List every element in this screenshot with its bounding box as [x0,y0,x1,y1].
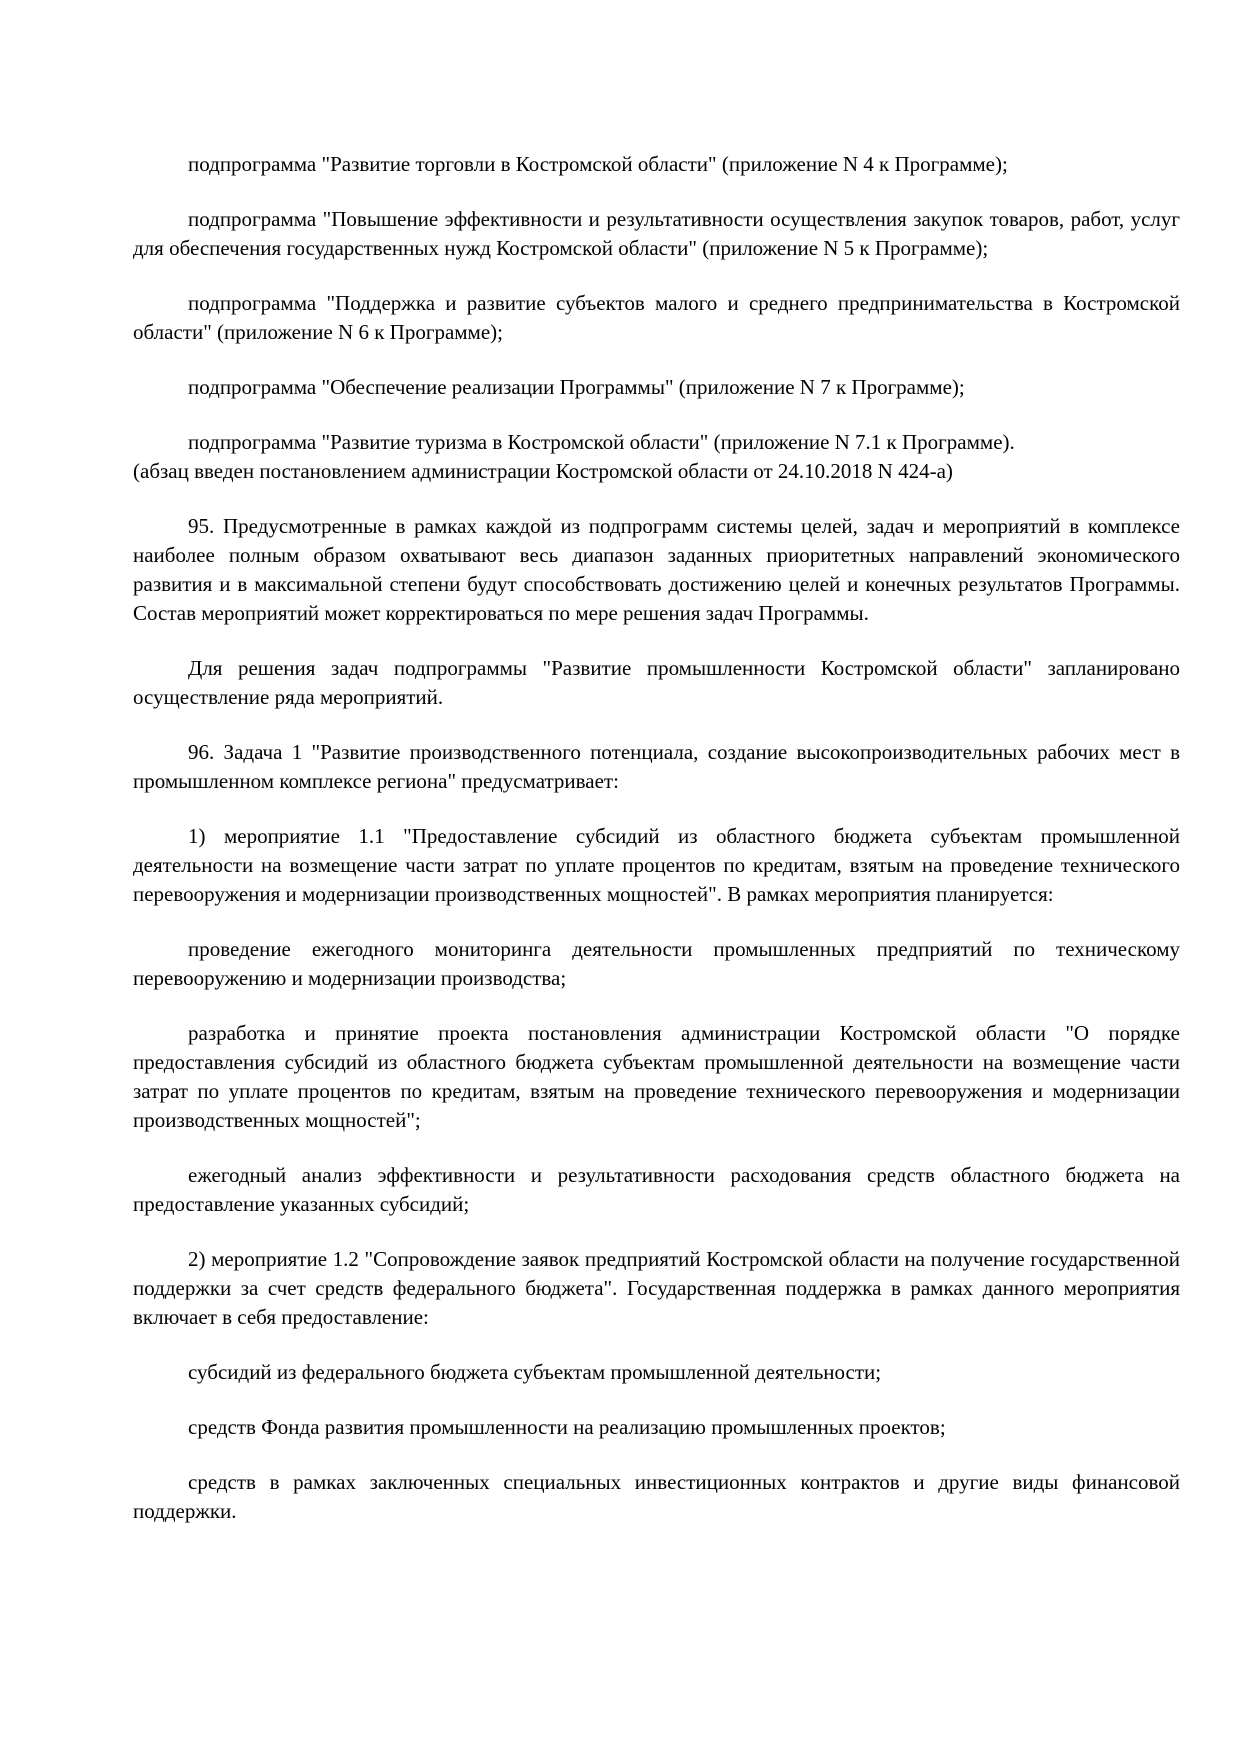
paragraph-subprogram-5: подпрограмма "Повышение эффективности и результативности осуществления закупок товаров, работ, услуг для обеспечения государственных нужд Костромской области" (приложение N 5 к Программе); [133,207,1180,260]
paragraph-annual-analysis: ежегодный анализ эффективности и результативности расходования средств областного бюджета на предоставление указанных субсидий; [133,1163,1180,1216]
paragraph-subprogram-7-1 [133,428,1180,486]
amendment-note: (абзац введен постановлением администрации Костромской области от 24.10.2018 N 424-а) [133,459,953,483]
paragraph-measure-1-1: 1) мероприятие 1.1 "Предоставление субсидий из областного бюджета субъектам промышленной деятельности на возмещение части затрат по уплате процентов по кредитам, взятым на проведение технического перевооружения и модернизации производственных мощностей". В рамках мероприятия планируется: [133,824,1180,906]
subprogram-7-1-text: подпрограмма "Развитие туризма в Костромской области" (приложение N 7.1 к Программе). [188,430,1015,454]
paragraph-investment-contracts: средств в рамках заключенных специальных инвестиционных контрактов и другие виды финансовой поддержки. [133,1470,1180,1523]
paragraph-federal-subsidies: субсидий из федерального бюджета субъектам промышленной деятельности; [188,1360,882,1384]
paragraph-96: 96. Задача 1 "Развитие производственного потенциала, создание высокопроизводительных рабочих мест в промышленном комплексе региона" предусматривает: [133,740,1180,793]
paragraph-resolution-draft: разработка и принятие проекта постановления администрации Костромской области "О порядке предоставления субсидий из областного бюджета субъектам промышленной деятельности на возмещение части затрат по уплате процентов по кредитам, взятым на проведение технического перевооружения и модернизации производственных мощностей"; [133,1021,1180,1132]
document-page [133,150,1180,1552]
paragraph-measure-1-2: 2) мероприятие 1.2 "Сопровождение заявок предприятий Костромской области на получение государственной поддержки за счет средств федерального бюджета". Государственная поддержка в рамках данного мероприятия включает в себя предоставление: [133,1247,1180,1329]
paragraph-monitoring: проведение ежегодного мониторинга деятельности промышленных предприятий по техническому перевооружению и модернизации производства; [133,937,1180,990]
paragraph-industry-tasks: Для решения задач подпрограммы "Развитие промышленности Костромской области" запланировано осуществление ряда мероприятий. [133,656,1180,709]
paragraph-95: 95. Предусмотренные в рамках каждой из подпрограмм системы целей, задач и мероприятий в комплексе наиболее полным образом охватывают весь диапазон заданных приоритетных направлений экономического развития и в максимальной степени будут способствовать достижению целей и конечных результатов Программы. Состав мероприятий может корректироваться по мере решения задач Программы. [133,514,1180,625]
paragraph-subprogram-6: подпрограмма "Поддержка и развитие субъектов малого и среднего предпринимательства в Костромской области" (приложение N 6 к Программе); [133,291,1180,344]
paragraph-subprogram-7: подпрограмма "Обеспечение реализации Программы" (приложение N 7 к Программе); [188,375,965,399]
paragraph-industry-fund: средств Фонда развития промышленности на реализацию промышленных проектов; [188,1415,946,1439]
paragraph-subprogram-4: подпрограмма "Развитие торговли в Костромской области" (приложение N 4 к Программе); [188,152,1008,176]
